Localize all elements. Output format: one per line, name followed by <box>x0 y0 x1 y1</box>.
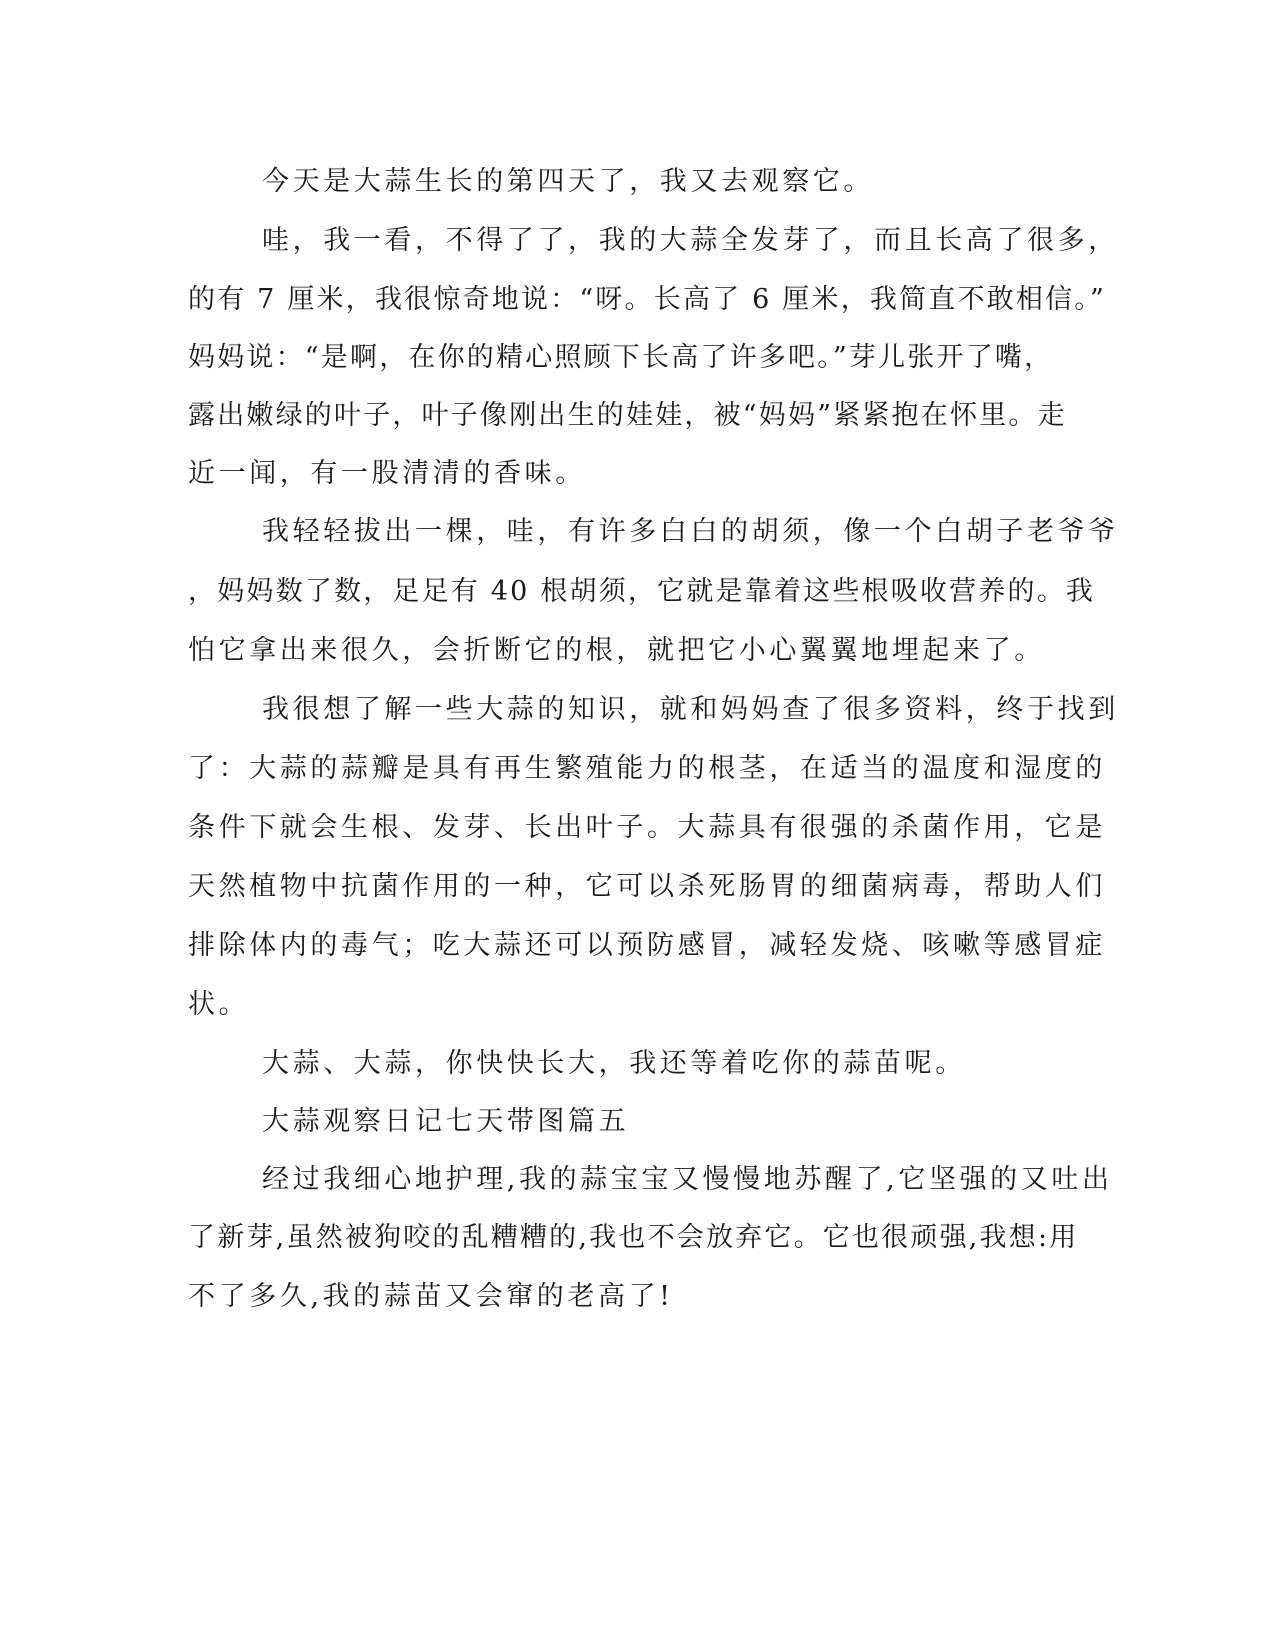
paragraph-line: 不了多久,我的蒜苗又会窜的老高了! <box>188 1281 674 1312</box>
paragraph-line: 排除体内的毒气；吃大蒜还可以预防感冒，减轻发烧、咳嗽等感冒症 <box>188 930 1106 961</box>
paragraph-line: 近一闻，有一股清清的香味。 <box>188 458 586 489</box>
paragraph-line: 妈妈说：“是啊，在你的精心照顾下长高了许多吧。”芽儿张开了嘴， <box>188 342 1054 373</box>
paragraph-line: 我轻轻拔出一棵，哇，有许多白白的胡须，像一个白胡子老爷爷 <box>262 516 1119 547</box>
paragraph-line: 经过我细心地护理,我的蒜宝宝又慢慢地苏醒了,它坚强的又吐出 <box>262 1164 1113 1195</box>
paragraph-line: 大蒜、大蒜，你快快长大，我还等着吃你的蒜苗呢。 <box>262 1048 966 1079</box>
paragraph-line: 天然植物中抗菌作用的一种，它可以杀死肠胃的细菌病毒，帮助人们 <box>188 871 1106 902</box>
paragraph-line: 我很想了解一些大蒜的知识，就和妈妈查了很多资料，终于找到 <box>262 694 1119 725</box>
paragraph-line: 今天是大蒜生长的第四天了，我又去观察它。 <box>262 166 874 197</box>
paragraph-line: 状。 <box>188 989 250 1020</box>
paragraph-line: 了：大蒜的蒜瓣是具有再生繁殖能力的根茎，在适当的温度和湿度的 <box>188 753 1106 784</box>
paragraph-line: 露出嫩绿的叶子，叶子像刚出生的娃娃，被“妈妈”紧紧抱在怀里。走 <box>188 400 1067 431</box>
section-title: 大蒜观察日记七天带图篇五 <box>262 1106 630 1137</box>
paragraph-line: 哇，我一看，不得了了，我的大蒜全发芽了，而且长高了很多， <box>262 225 1119 256</box>
paragraph-line: 怕它拿出来很久，会折断它的根，就把它小心翼翼地埋起来了。 <box>188 635 1045 666</box>
paragraph-line: 条件下就会生根、发芽、长出叶子。大蒜具有很强的杀菌作用，它是 <box>188 812 1106 843</box>
paragraph-line: 的有 7 厘米，我很惊奇地说：“呀。长高了 6 厘米，我简直不敢相信。” <box>188 284 1106 315</box>
paragraph-line: ，妈妈数了数，足足有 40 根胡须，它就是靠着这些根吸收营养的。我 <box>188 576 1096 607</box>
paragraph-line: 了新芽,虽然被狗咬的乱糟糟的,我也不会放弃它。它也很顽强,我想:用 <box>188 1222 1079 1253</box>
